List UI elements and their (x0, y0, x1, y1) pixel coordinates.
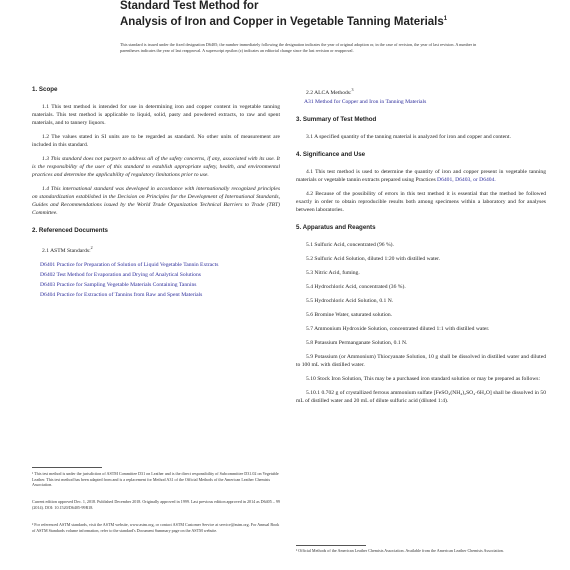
paragraph-1-1: 1.1 This test method is intended for use in determining iron and copper content in vegetable tanning materials. This test method is applicable to liquid, solid, pasty and powdered extracts, to raw and spent materials, and to tannery liquors. (32, 104, 280, 126)
footnote-mark-2: 2 (90, 245, 93, 250)
section-5-heading: 5. Apparatus and Reagents (296, 223, 376, 231)
alca-methods-label: 2.2 ALCA Methods: (306, 89, 352, 96)
footnote-divider-right (296, 545, 366, 546)
paragraph-2-2 (296, 86, 546, 97)
right-column (296, 86, 546, 411)
reference-item[interactable] (40, 271, 280, 279)
reference-title[interactable]: Method for Copper and Iron in Tanning Materials (315, 98, 427, 105)
paragraph-2-1 (32, 244, 280, 255)
paragraph-1-2: 1.2 The values stated in SI units are to be regarded as standard. No other units of measurement are included in this standard. (32, 134, 280, 148)
title-footnote-mark: 1 (443, 16, 448, 22)
footnote-3: ³ Official Methods of the American Leather Chemists Association. Available from the American Leather Chemists Association. (296, 548, 504, 553)
title-text: Analysis of Iron and Copper in Vegetable Tanning Materials (120, 15, 444, 28)
paragraph-5-6: 5.6 Bromine Water, saturated solution. (306, 311, 393, 318)
paragraph-5-4: 5.4 Hydrochloric Acid, concentrated (36 %). (306, 283, 406, 290)
paragraph-4-1 (296, 168, 546, 184)
reference-item[interactable] (40, 281, 280, 289)
reference-title[interactable]: Practice for Preparation of Solution of Liquid Vegetable Tannin Extracts (56, 261, 219, 268)
reference-title[interactable]: Practice for Extraction of Tannins from Raw and Spent Materials (56, 291, 203, 298)
section-3-heading: 3. Summary of Test Method (296, 115, 377, 123)
footnote-mark-3: 3 (351, 87, 354, 92)
footnote-2: ² For referenced ASTM standards, visit the ASTM website, www.astm.org, or contact ASTM Customer Service at service@astm.org. For Annual Book of ASTM Standards volume information, refer to the standard's Document Summary page on the ASTM website. (32, 522, 280, 533)
paragraph-5-10: 5.10 Stock Iron Solution, This may be a purchased iron standard solution or may be prepared as follows: (306, 375, 541, 382)
reference-item[interactable] (40, 291, 280, 299)
footnote-1: ¹ This test method is under the jurisdiction of ASTM Committee D31 on Leather and is the direct responsibility of Subcommittee D31.02 on Vegetable Leather. This test method has been adapted from and is a replacement for Method A31 of the Official Methods of the American Leather Chemists Association. (32, 471, 279, 488)
reference-item[interactable] (40, 261, 280, 269)
section-2-heading: 2. Referenced Documents (32, 227, 108, 234)
astm-standards-label: 2.1 ASTM Standards: (42, 247, 91, 254)
title-line-1: Standard Test Method for (120, 0, 259, 12)
paragraph-4-2: 4.2 Because of the possibility of errors in this test method it is essential that the method be followed exactly in order to obtain reproducible results both among specimens within a laboratory and for analyses between laboratories. (296, 190, 546, 213)
paragraph-1-3: 1.3 This standard does not purport to address all of the safety concerns, if any, associated with its use. It is the responsibility of the user of this standard to establish appropriate safety, health, and environmental practices and determine the applicability of regulatory limitations prior to use. (32, 156, 280, 178)
paragraph-5-9: 5.9 Potassium (or Ammonium) Thiocyanate Solution, 10 g shall be dissolved in distilled water and diluted to 100 mL with distilled water. (296, 353, 546, 368)
footnote-1b: Current edition approved Dec. 1, 2018. Published December 2018. Originally approved in 1999. Last previous edition approved in 2014 as D6405 – 99 (2014). DOI: 10.1520/D6405-99R18. (32, 499, 280, 510)
footnote-divider (32, 467, 102, 468)
reference-title[interactable]: Practice for Sampling Vegetable Materials Containing Tannins (56, 281, 197, 288)
reference-list (40, 261, 280, 299)
paragraph-5-7: 5.7 Ammonium Hydroxide Solution, concentrated diluted 1:1 with distilled water. (306, 325, 490, 332)
paragraph-4-1-text: 4.1 This test method is used to determine the quantity of iron and copper present in vegetable tanning materials or vegetable tannin extracts prepared using Practices (296, 168, 546, 183)
paragraph-4-1-refs[interactable]: D6401, D6403, or D6404. (437, 176, 496, 183)
paragraph-1-4: 1.4 This international standard was developed in accordance with internationally recognized principles on standardization established in the Decision on Principles for the Development of International Standards, Guides and Recommendations issued by the World Trade Organization Technical Barriers to Trade (TBT) Committee. (32, 186, 280, 216)
paragraph-5-1: 5.1 Sulfuric Acid, concentrated (96 %). (306, 241, 394, 248)
reference-code[interactable]: D6403 (40, 281, 56, 288)
alca-reference-item[interactable] (304, 98, 546, 106)
section-1-heading: 1. Scope (32, 86, 58, 93)
document-title (120, 0, 500, 29)
reference-code[interactable]: D6404 (40, 291, 56, 298)
left-column (32, 86, 280, 301)
reference-code[interactable]: A31 (304, 98, 314, 105)
reference-code[interactable]: D6401 (40, 261, 56, 268)
title-line-2 (120, 13, 500, 29)
reference-title[interactable]: Test Method for Evaporation and Drying of Analytical Solutions (56, 271, 201, 278)
paragraph-5-2: 5.2 Sulfuric Acid Solution, diluted 1:20 with distilled water. (306, 255, 441, 262)
paragraph-5-10-1: 5.10.1 0.702 g of crystallized ferrous ammonium sulfate [FeSO₄(NH₄)₂SO₄·6H₂O] shall be dissolved in 50 mL of distilled water and 20 mL of dilute sulfuric acid (diluted 1:4). (296, 389, 546, 404)
paragraph-5-5: 5.5 Hydrochloric Acid Solution, 0.1 N. (306, 297, 394, 304)
reference-code[interactable]: D6402 (40, 271, 56, 278)
paragraph-5-3: 5.3 Nitric Acid, fuming. (306, 269, 360, 276)
designation-notice: This standard is issued under the fixed designation D6405; the number immediately following the designation indicates the year of original adoption or, in the case of revision, the year of last revision. A number in parentheses indicates the year of last reapproval. A superscript epsilon (ε) indicates an editorial change since the last revision or reapproval. (120, 42, 477, 53)
paragraph-3-1: 3.1 A specified quantity of the tanning material is analyzed for iron and copper and content. (306, 133, 511, 140)
section-4-heading: 4. Significance and Use (296, 150, 366, 158)
paragraph-5-8: 5.8 Potassium Permanganate Solution, 0.1 N. (306, 339, 408, 346)
